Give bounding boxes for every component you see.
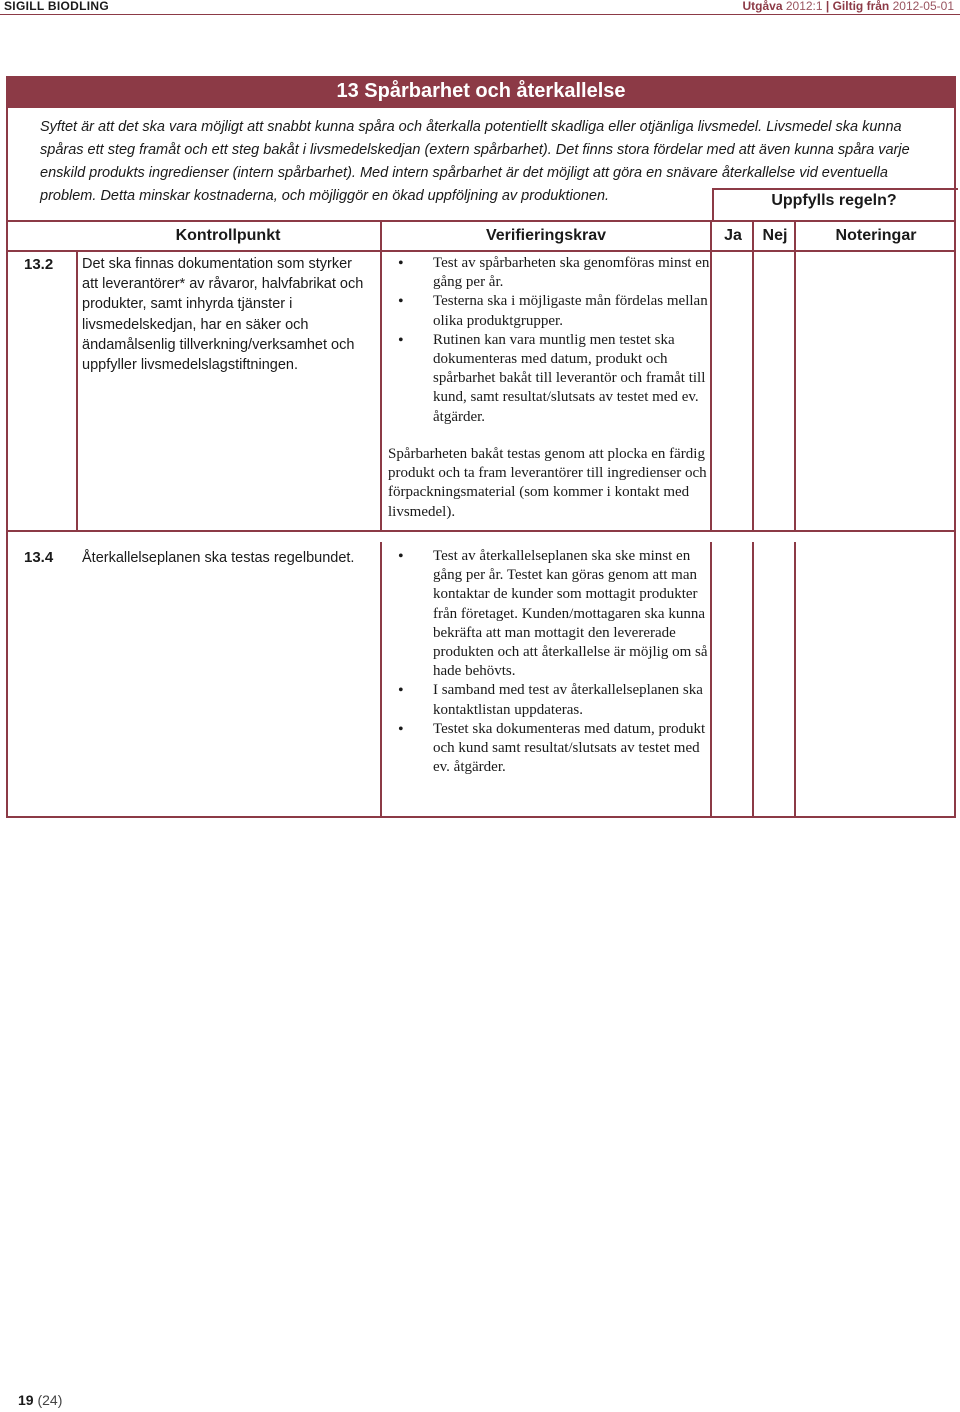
verifieringskrav-item: • Rutinen kan vara muntlig men testet ska dokumenteras med datum, produkt och spårbarhet bakåt till leverantör och framåt till kund, samt resultat/slutsats av testet med ev. åtgärder. xyxy=(388,331,710,427)
column-verifieringskrav: Verifieringskrav xyxy=(485,227,607,244)
verifieringskrav-item: • Testet ska dokumenteras med datum, produkt och kund samt resultat/slutsats av testet med ev. åtgärder. xyxy=(388,720,710,778)
row-separator xyxy=(6,530,956,532)
compliance-header: Uppfylls regeln? xyxy=(771,192,897,209)
verifieringskrav-item: • Testerna ska i möjligaste mån fördelas mellan olika produktgrupper. xyxy=(388,292,710,330)
row1-rule-kp xyxy=(380,252,382,530)
compliance-top-rule xyxy=(712,188,958,190)
edition-info xyxy=(742,0,954,13)
verifieringskrav-cell xyxy=(388,254,710,427)
row-number: 13.2 xyxy=(24,256,54,273)
section-title: 13 Spårbarhet och återkallelse xyxy=(6,76,956,108)
brand-name: SIGILL BIODLING xyxy=(4,0,109,13)
column-kontrollpunkt: Kontrollpunkt xyxy=(175,227,281,244)
header-rule-3 xyxy=(752,220,754,252)
row1-rule-ja xyxy=(752,252,754,530)
verifieringskrav-item: • Test av spårbarheten ska genomföras minst en gång per år. xyxy=(388,254,710,292)
row2-rule-ver xyxy=(710,542,712,818)
row2-rule-nej xyxy=(794,542,796,818)
verifieringskrav-item: • Test av återkallelseplanen ska ske minst en gång per år. Testet kan göras genom att man kontaktar de kunder som mottagit produkter från företaget. Kunden/mottagaren ska kunna bekräfta att man mottagit den levererade produkten och att återkallelse är möjlig om så hade behövts. xyxy=(388,547,710,681)
header-top-rule xyxy=(6,220,956,222)
verifieringskrav-cell xyxy=(388,547,710,777)
row2-rule-ja xyxy=(752,542,754,818)
section-intro: Syftet är att det ska vara möjligt att snabbt kunna spåra och återkalla potentiellt skadliga eller otjänliga livsmedel. Livsmedel ska kunna spåras ett steg framåt och ett steg bakåt i livsmedelskedjan (extern spårbarhet). Det finns stora fördelar med att även kunna spåra varje enskild produkts ingredienser (intern spårbarhet). Med intern spårbarhet är det möjligt att göra en snävare återkallelse vid eventuella problem. Detta minskar kostnaderna, och möjliggör en ökad uppföljning av produktionen. xyxy=(40,119,910,204)
page-total: (24) xyxy=(37,1392,63,1408)
page-number: 19 xyxy=(18,1392,34,1408)
header-rule-2 xyxy=(710,220,712,252)
header-rule-1 xyxy=(380,220,382,252)
verifieringskrav-list xyxy=(388,547,710,777)
row1-rule-nej xyxy=(794,252,796,530)
verifieringskrav-note xyxy=(388,445,710,522)
row1-rule-ver xyxy=(710,252,712,530)
column-nej: Nej xyxy=(762,227,788,244)
row1-rule-num xyxy=(76,252,78,530)
row2-rule-kp xyxy=(380,542,382,818)
valid-value: 2012-05-01 xyxy=(892,0,954,13)
verifieringskrav-item: • I samband med test av återkallelseplanen ska kontaktlistan uppdateras. xyxy=(388,681,710,719)
verifieringskrav-note-text: Spårbarheten bakåt testas genom att plocka en färdig produkt och ta fram leverantörer till ingredienser och förpackningsmaterial (som kommer i kontakt med livsmedel). xyxy=(388,446,707,520)
column-ja: Ja xyxy=(724,227,742,244)
edition-value: 2012:1 xyxy=(785,0,823,13)
kontrollpunkt-text: Det ska finnas dokumentation som styrker att leverantörer* av råvaror, halvfabrikat och produkter, samt inhyrda tjänster i livsmedelskedjan, har en säker och ändamålsenlig tillverkning/verksamhet och uppfyller livsmedelslagstiftningen. xyxy=(82,256,364,374)
edition-label: Utgåva xyxy=(742,0,783,13)
page-header xyxy=(0,0,960,15)
verifieringskrav-list xyxy=(388,254,710,427)
kontrollpunkt-text: Återkallelseplanen ska testas regelbundet. xyxy=(82,550,355,566)
column-noteringar: Noteringar xyxy=(835,227,917,244)
edition-separator: | xyxy=(825,0,830,13)
valid-label: Giltig från xyxy=(832,0,890,13)
header-bottom-rule xyxy=(6,250,956,252)
page-footer xyxy=(18,1392,62,1408)
row-number: 13.4 xyxy=(24,549,54,566)
header-rule-4 xyxy=(794,220,796,252)
